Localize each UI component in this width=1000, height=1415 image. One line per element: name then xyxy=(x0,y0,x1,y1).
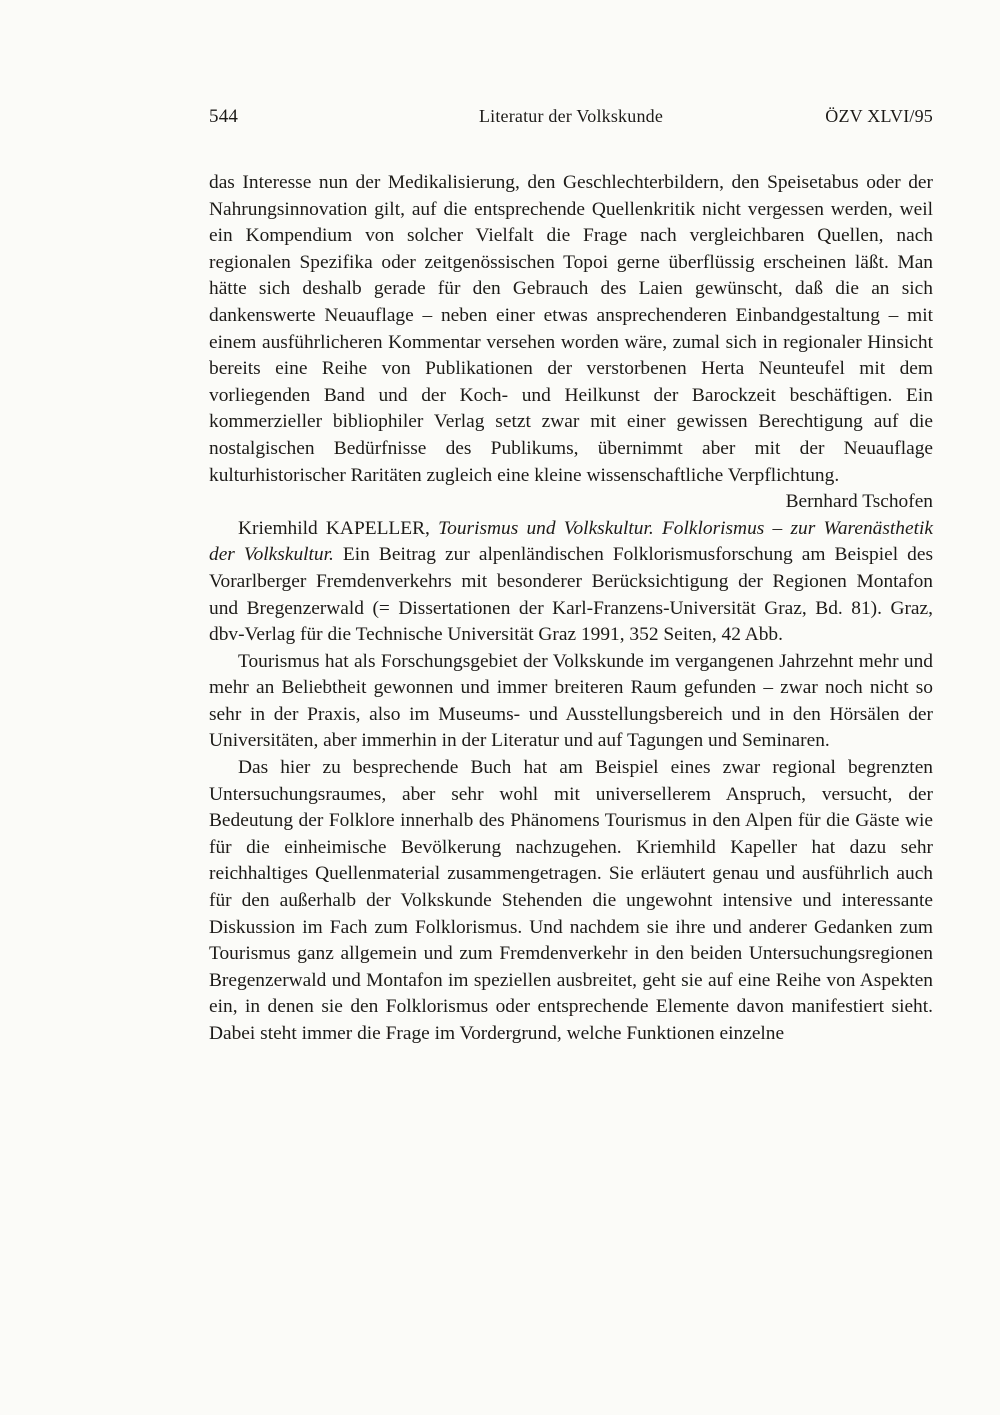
review-previous-paragraph: das Interesse nun der Medikalisierung, den Geschlechterbildern, den Speisetabus oder der Nahrungsinnovation gilt, auf die entsprechende Quellenkritik nicht vergessen werden, weil ein Kompendium von solcher Vielfalt die Frage nach vergleichbaren Quellen, nach regionalen Spezifika oder zeitgenössischen Topoi gerne überflüssig erscheinen läßt. Man hätte sich deshalb gerade für den Gebrauch des Laien gewünscht, daß die an sich dankenswerte Neuauflage – neben einer etwas ansprechenderen Einbandgestaltung – mit einem ausführlicheren Kommentar versehen worden wäre, zumal sich in regionaler Hinsicht bereits eine Reihe von Publikationen der verstorbenen Herta Neunteufel mit dem vorliegenden Band und der Koch- und Heilkunst der Barockzeit beschäftigen. Ein kommerzieller bibliophiler Verlag setzt zwar mit einer gewissen Berechtigung auf die nostalgischen Bedürfnisse des Publikums, übernimmt aber mit der Neuauflage kulturhistorischer Raritäten zugleich eine kleine wissenschaftliche Verpflichtung. xyxy=(209,172,933,486)
review-heading-details: Ein Beitrag zur alpenländischen Folklorismusforschung am Beispiel des Vorarlberger Fremdenverkehrs mit besonderer Berücksichtigung der Regionen Montafon und Bregenzerwald (= Dissertationen der Karl-Franzens-Universität Graz, Bd. 81). Graz, dbv-Verlag für die Technische Universität Graz 1991, 352 Seiten, 42 Abb. xyxy=(209,544,933,646)
running-title: Literatur der Volkskunde xyxy=(478,106,664,126)
text-column xyxy=(209,106,933,1048)
journal-reference: ÖZV XLVI/95 xyxy=(825,106,933,126)
review-kapeller-paragraph-1: Tourismus hat als Forschungsgebiet der Volkskunde im vergangenen Jahrzehnt mehr und mehr an Beliebtheit gewonnen und immer breiteren Raum gefunden – zwar noch nicht so sehr in der Praxis, also im Museums- und Ausstellungsbereich und in den Hörsälen der Universitäten, aber immerhin in der Literatur und auf Tagungen und Seminaren. xyxy=(209,650,933,752)
page-header xyxy=(209,106,933,128)
review-previous-signature: Bernhard Tschofen xyxy=(785,491,933,513)
review-heading-title-italic: Tourismus und Volkskultur. Folklorismus – zur Warenästhetik der Volkskultur. xyxy=(209,517,933,566)
page-body xyxy=(209,170,933,1048)
review-kapeller-paragraph-2: Das hier zu besprechende Buch hat am Beispiel eines zwar regional begrenzten Untersuchungsraumes, aber sehr wohl mit universellerem Anspruch, versucht, der Bedeutung der Folklore innerhalb des Phänomens Tourismus in den Alpen für die Gäste wie für die einheimische Bevölkerung nachzugehen. Kriemhild Kapeller hat dazu sehr reichhaltiges Quellenmaterial zusammengetragen. Sie erläutert genau und ausführlich auch für den außerhalb der Volkskunde Stehenden die ungewohnt intensive und interessante Diskussion im Fach zum Folklorismus. Und nachdem sie ihre und anderer Gedanken zum Tourismus ganz allgemein und zum Fremdenverkehr in den beiden Untersuchungsregionen Bregenzerwald und Montafon im speziellen ausbreitet, geht sie auf eine Reihe von Aspekten ein, in denen sie den Folklorismus oder entsprechende Elemente davon manifestiert sieht. Dabei steht immer die Frage im Vordergrund, welche Funktionen einzelne xyxy=(209,757,933,1044)
review-heading-author: Kriemhild KAPELLER, xyxy=(238,517,439,539)
review-kapeller-heading xyxy=(209,516,933,649)
page-number: 544 xyxy=(209,106,239,127)
